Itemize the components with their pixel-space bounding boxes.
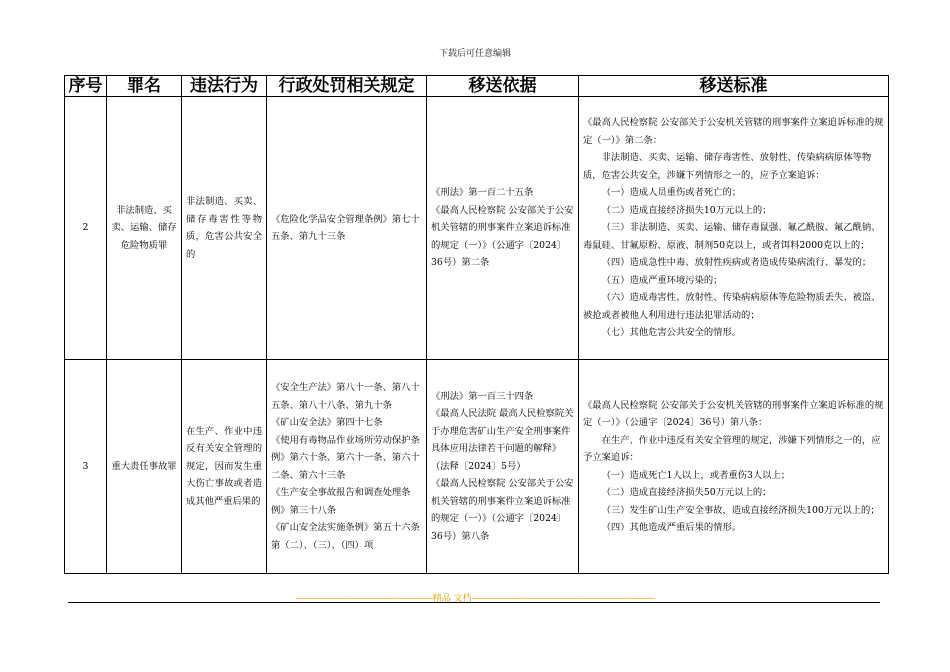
header-standard: 移送标准 xyxy=(579,76,889,97)
basis-item: 《最高人民检察院 公安部关于公安机关管辖的刑事案件立案追诉标准的规定（一）》（公通字〔2024〕36号）第八条 xyxy=(431,478,574,542)
header-basis: 移送依据 xyxy=(427,76,579,97)
standard-item: 在生产、作业中违反有关安全管理的规定，涉嫌下列情形之一的，应予立案追诉： xyxy=(583,434,881,463)
basis-item: 《刑法》第一百二十五条 xyxy=(431,187,534,199)
admin-item: 《矿山安全法实施条例》第五十六条第（二）、（三）、（四）项 xyxy=(271,522,420,551)
admin-item: 《生产安全事故报告和调查处理条例》第三十八条 xyxy=(271,487,411,516)
footer-dashes-right: ------------------------------------------------------------------------ xyxy=(471,594,655,604)
referral-table xyxy=(64,75,889,574)
basis-item: 《刑法》第一百三十四条 xyxy=(431,390,534,402)
header-note: 下载后可任意编辑 xyxy=(438,49,511,59)
standard-item: （四）其他造成严重后果的情形。 xyxy=(601,522,742,533)
cell-standard xyxy=(579,360,889,574)
footer-label: 精品 文档 xyxy=(432,594,472,604)
standard-item: （三）发生矿山生产安全事故，造成直接经济损失100万元以上的； xyxy=(601,504,880,516)
admin-item: 《危险化学品安全管理条例》第七十五条、第九十三条 xyxy=(271,213,420,242)
table-header-row xyxy=(65,76,889,97)
cell-admin xyxy=(267,360,427,574)
cell-basis xyxy=(427,97,579,360)
standard-item: （二）造成直接经济损失10万元以上的； xyxy=(601,204,772,216)
standard-item: （四）造成急性中毒、放射性疾病或者造成传染病流行、暴发的； xyxy=(601,257,872,269)
standard-item: （一）造成死亡1人以上，或者重伤3人以上； xyxy=(601,469,791,481)
header-crime: 罪名 xyxy=(107,76,182,97)
cell-act: 非法制造、买卖、储存毒害性等物质，危害公共安全的 xyxy=(182,97,267,360)
admin-item: 《安全生产法》第八十一条、第八十五条、第八十八条、第九十条 xyxy=(271,382,420,411)
basis-item: 《最高人民法院 最高人民检察院关于办理危害矿山生产安全刑事案件具体应用法律若干问题的解释》（法释〔2024〕5号） xyxy=(431,408,574,472)
cell-admin xyxy=(267,97,427,360)
table-row xyxy=(65,97,889,360)
cell-crime: 重大责任事故罪 xyxy=(107,360,182,574)
cell-act: 在生产、作业中违反有关安全管理的规定，因而发生重大伤亡事故或者造成其他严重后果的 xyxy=(182,360,267,574)
footer-divider xyxy=(68,602,880,603)
standard-item: 《最高人民检察院 公安部关于公安机关管辖的刑事案件立案追诉标准的规定（一）》（公通字〔2024〕36号）第八条： xyxy=(583,399,884,428)
standard-item: 非法制造、买卖、运输、储存毒害性、放射性、传染病病原体等物质，危害公共安全，涉嫌下列情形之一的，应予立案追诉： xyxy=(583,152,872,181)
cell-standard xyxy=(579,97,889,360)
standard-item: 《最高人民检察院 公安部关于公安机关管辖的刑事案件立案追诉标准的规定（一）》第二条： xyxy=(583,117,884,146)
standard-item: （三）非法制造、买卖、运输、储存毒鼠强、氟乙酰胺、氟乙酰钠、毒鼠硅、甘氟原粉、原液、制剂50克以上，或者饵料2000克以上的； xyxy=(583,222,881,251)
standard-item: （六）造成毒害性、放射性、传染病病原体等危险物质丢失、被盗、被抢或者被他人利用进行违法犯罪活动的； xyxy=(583,292,881,321)
admin-item: 《使用有毒物品作业场所劳动保护条例》第六十条、第六十一条、第六十二条、第六十三条 xyxy=(271,434,420,481)
cell-basis xyxy=(427,360,579,574)
footer-dashes-left: ------------------------------------------------------ xyxy=(295,594,433,604)
header-no: 序号 xyxy=(65,76,107,97)
standard-item: （五）造成严重环境污染的； xyxy=(601,274,723,286)
header-act: 违法行为 xyxy=(182,76,267,97)
cell-no: 2 xyxy=(65,97,107,360)
cell-crime: 非法制造、买卖、运输、储存危险物质罪 xyxy=(107,97,182,360)
standard-item: （七）其他危害公共安全的情形。 xyxy=(601,327,742,339)
standard-item: （一）造成人员重伤或者死亡的； xyxy=(601,187,742,199)
table-row xyxy=(65,360,889,574)
admin-item: 《矿山安全法》第四十七条 xyxy=(271,417,383,428)
standard-item: （二）造成直接经济损失50万元以上的； xyxy=(601,487,772,498)
cell-no: 3 xyxy=(65,360,107,574)
basis-item: 《最高人民检察院 公安部关于公安机关管辖的刑事案件立案追诉标准的规定（一）》（公通字〔2024〕36号）第二条 xyxy=(431,204,574,269)
header-admin: 行政处罚相关规定 xyxy=(267,76,427,97)
